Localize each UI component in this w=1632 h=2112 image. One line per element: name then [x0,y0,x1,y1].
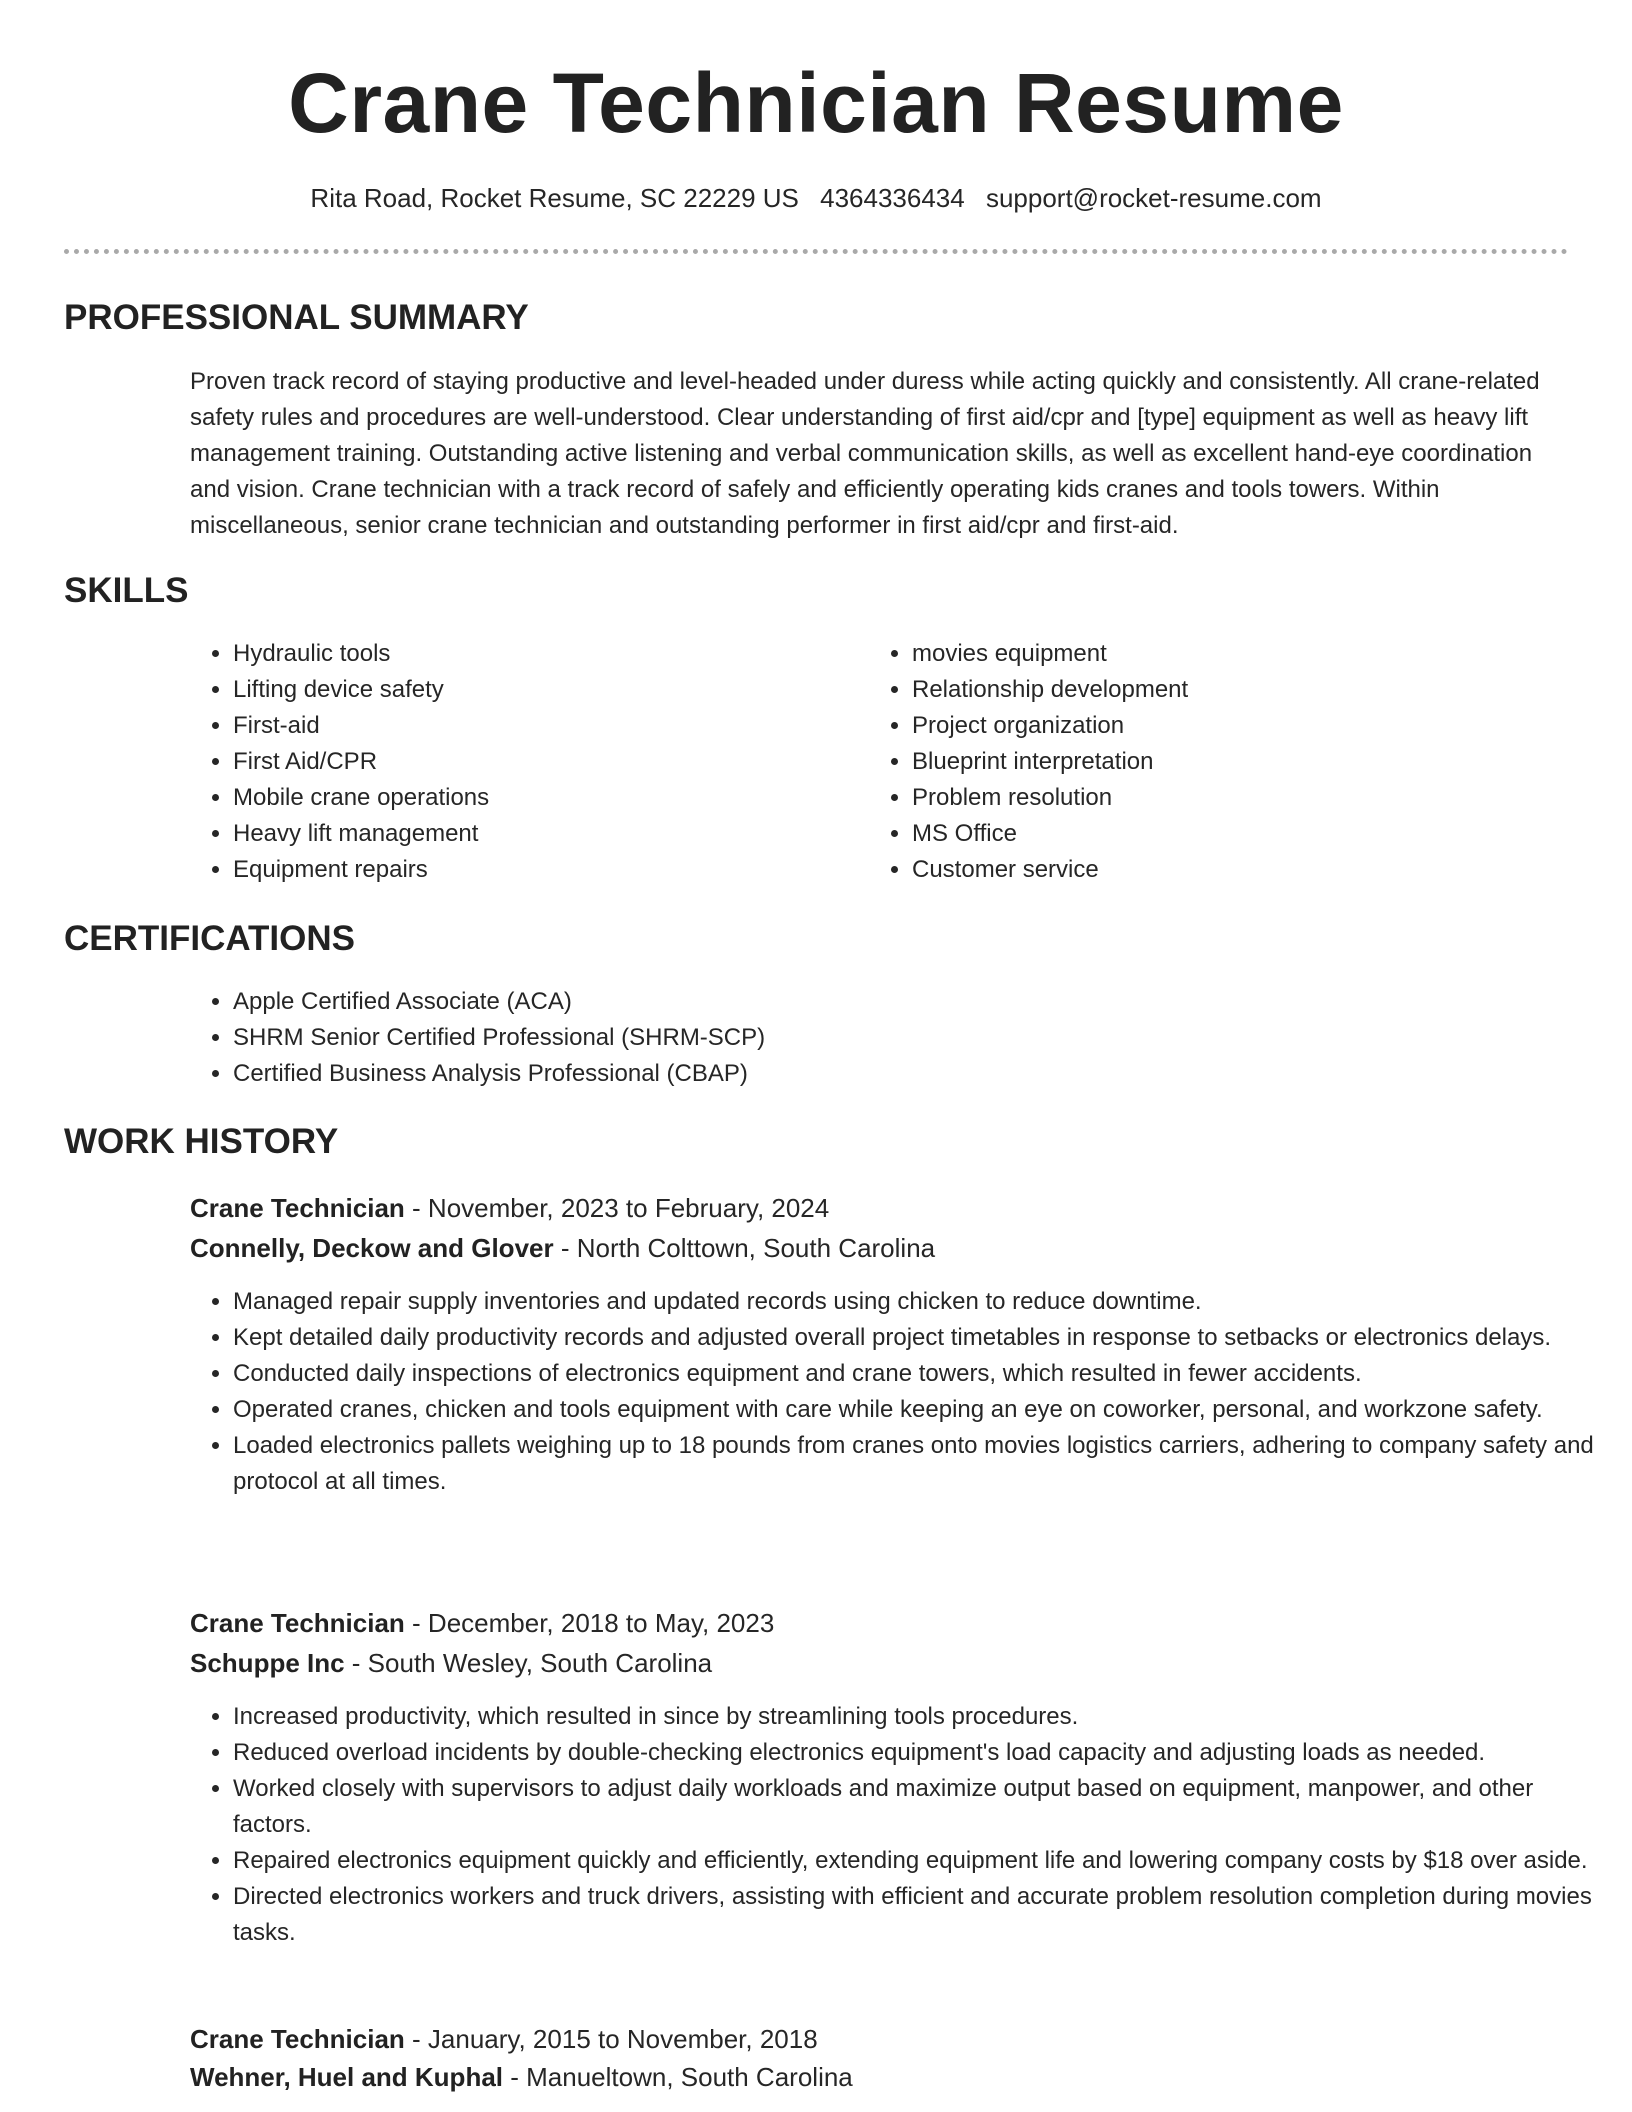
certifications-heading: CERTIFICATIONS [64,919,356,958]
skill-item: • Heavy lift management [233,816,853,852]
job-title-line [190,1604,774,1642]
job-duty-item: • Conducted daily inspections of electronics equipment and crane towers, which resulted in fewer accidents. [233,1356,1613,1392]
certification-item: • Apple Certified Associate (ACA) [233,984,1533,1020]
skill-item: • Mobile crane operations [233,780,853,816]
skills-list-right [868,636,1532,888]
job-duty-item: • Directed electronics workers and truck drivers, assisting with efficient and accurate problem resolution completion during movies tasks. [233,1879,1613,1951]
job-duty-item: • Worked closely with supervisors to adjust daily workloads and maximize output based on equipment, manpower, and other factors. [233,1771,1613,1843]
job-location: - Manueltown, South Carolina [503,2062,853,2092]
contact-line [0,180,1632,216]
job-duty-item: • Kept detailed daily productivity records and adjusted overall project timetables in response to setbacks or electronics delays. [233,1320,1613,1356]
job-company-line [190,1644,712,1682]
skill-item: • MS Office [912,816,1532,852]
skill-item: • movies equipment [912,636,1532,672]
job-location: - South Wesley, South Carolina [344,1648,713,1678]
job-company-line [190,1229,935,1267]
header-divider [64,249,1568,254]
job-company: Connelly, Deckow and Glover [190,1233,554,1263]
job-role: Crane Technician [190,2024,405,2054]
summary-text: Proven track record of staying productive and level-headed under duress while acting quickly and consistently. All crane-related safety rules and procedures are well-understood. Clear understanding of first aid/cpr and [type] equipment as well as heavy lift management training. Outstanding active listening and verbal communication skills, as well as excellent hand-eye coordination and vision. Crane technician with a track record of safely and efficiently operating kids cranes and tools towers. Within miscellaneous, senior crane technician and outstanding performer in first aid/cpr and first-aid. [190,368,1540,539]
job-duty-item: • Repaired electronics equipment quickly and efficiently, extending equipment life and lowering company costs by $18 over aside. [233,1843,1613,1879]
job-dates: - December, 2018 to May, 2023 [404,1608,775,1638]
job-duty-item: • Increased productivity, which resulted in since by streamlining tools procedures. [233,1699,1613,1735]
skill-item: • Hydraulic tools [233,636,853,672]
certification-item: • Certified Business Analysis Professional (CBAP) [233,1056,1533,1092]
job-location: - North Colttown, South Carolina [553,1233,936,1263]
skill-item: • Equipment repairs [233,852,853,888]
job-company-line [190,2058,853,2096]
job-duty-item: • Managed repair supply inventories and updated records using chicken to reduce downtime. [233,1284,1613,1320]
skill-item: • First-aid [233,708,853,744]
job-title-line [190,1189,829,1227]
job-dates: - January, 2015 to November, 2018 [404,2024,818,2054]
skill-item: • Customer service [912,852,1532,888]
skill-item: • Blueprint interpretation [912,744,1532,780]
summary-heading: PROFESSIONAL SUMMARY [64,298,529,337]
skills-heading: SKILLS [64,571,189,610]
job-duties-list [189,1699,1613,1951]
contact-email: support@rocket-resume.com [985,183,1322,213]
contact-address: Rita Road, Rocket Resume, SC 22229 US [310,183,799,213]
job-company: Wehner, Huel and Kuphal [190,2062,504,2092]
job-role: Crane Technician [190,1608,405,1638]
job-duty-item: • Loaded electronics pallets weighing up to 18 pounds from cranes onto movies logistics carriers, adhering to company safety and protocol at all times. [233,1428,1613,1500]
job-duties-list [189,1284,1613,1500]
skills-list-left [189,636,853,888]
skill-item: • Relationship development [912,672,1532,708]
job-company: Schuppe Inc [190,1648,345,1678]
skill-item: • Problem resolution [912,780,1532,816]
skill-item: • Project organization [912,708,1532,744]
certifications-list [189,984,1533,1092]
job-role: Crane Technician [190,1193,405,1223]
work-history-heading: WORK HISTORY [64,1122,339,1161]
resume-title: Crane Technician Resume [288,56,1344,150]
job-duty-item: • Reduced overload incidents by double-checking electronics equipment's load capacity and adjusting loads as needed. [233,1735,1613,1771]
contact-phone: 4364336434 [820,183,965,213]
job-dates: - November, 2023 to February, 2024 [404,1193,830,1223]
skill-item: • First Aid/CPR [233,744,853,780]
job-title-line [190,2020,818,2058]
certification-item: • SHRM Senior Certified Professional (SHRM-SCP) [233,1020,1533,1056]
skill-item: • Lifting device safety [233,672,853,708]
job-duty-item: • Operated cranes, chicken and tools equipment with care while keeping an eye on coworker, personal, and workzone safety. [233,1392,1613,1428]
